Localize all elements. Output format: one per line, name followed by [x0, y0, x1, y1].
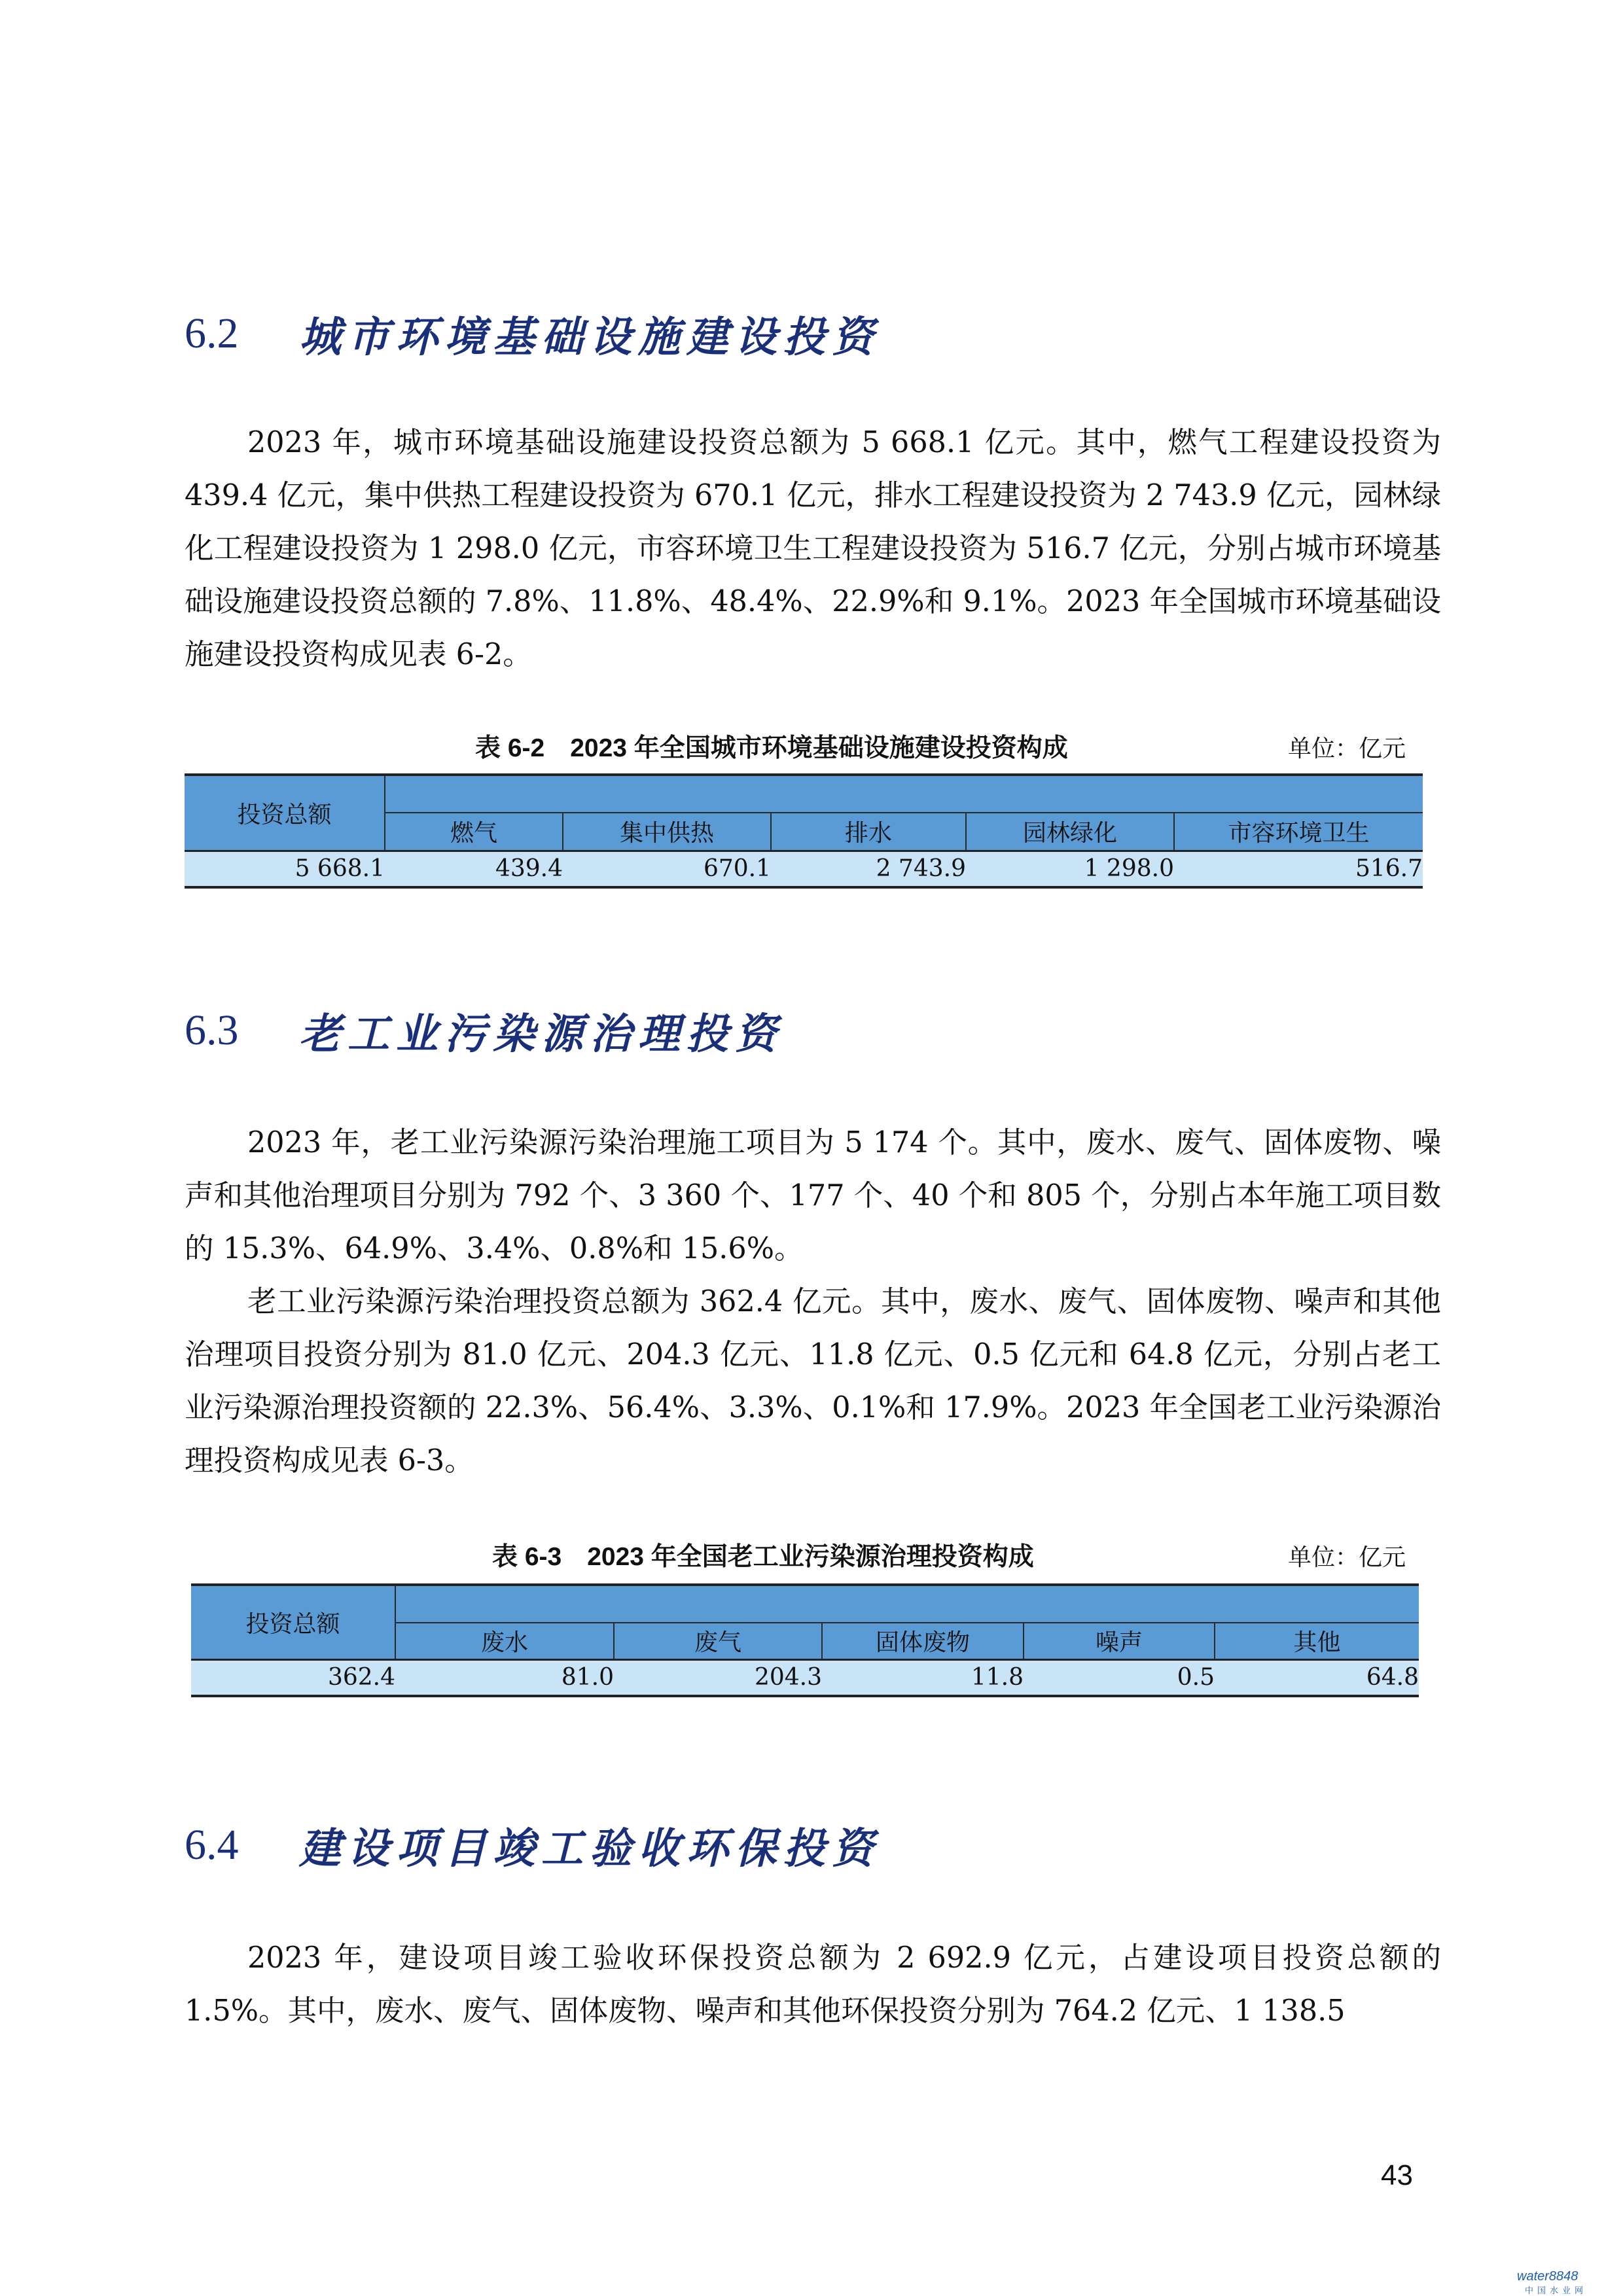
- watermark-logo: water8848: [1517, 2269, 1578, 2284]
- table-header-total: 投资总额: [185, 775, 385, 851]
- table-header: 排水: [771, 813, 966, 851]
- section-number: 6.2: [185, 309, 239, 357]
- table-header: 废水: [395, 1623, 614, 1659]
- table-header: 燃气: [385, 813, 563, 851]
- table-header-total: 投资总额: [191, 1585, 395, 1659]
- paragraph: 2023 年，建设项目竣工验收环保投资总额为 2 692.9 亿元，占建设项目投资总额的 1.5%。其中，废水、废气、固体废物、噪声和其他环保投资分别为 764.2 亿元、1 138.5: [185, 1941, 1441, 2028]
- watermark-subtitle: 中国水业网: [1525, 2286, 1588, 2295]
- section-title: 建设项目竣工验收环保投资: [299, 1824, 880, 1873]
- table-header: 固体废物: [822, 1623, 1024, 1659]
- paragraph: 2023 年，老工业污染源污染治理施工项目为 5 174 个。其中，废水、废气、固体废物、噪声和其他治理项目分别为 792 个、3 360 个、177 个、40 个和 805 个，分别占本年施工项目数的 15.3%、64.9%、3.4%、0.8%和 15.6%。: [185, 1126, 1441, 1265]
- table-cell: 516.7: [1174, 851, 1423, 887]
- table-header: 集中供热: [563, 813, 771, 851]
- section-heading-6-2: [185, 298, 880, 370]
- table-cell: 81.0: [395, 1659, 614, 1696]
- paragraph: 老工业污染源污染治理投资总额为 362.4 亿元。其中，废水、废气、固体废物、噪声和其他治理项目投资分别为 81.0 亿元、204.3 亿元、11.8 亿元、0.5 亿元和 64.8 亿元，分别占老工业污染源治理投资额的 22.3%、56.4%、3.3%、0.1%和 17.9%。2023 年全国老工业污染源治理投资构成见表 6-3。: [185, 1285, 1441, 1477]
- section-number: 6.3: [185, 1006, 239, 1054]
- table-header: 其他: [1215, 1623, 1419, 1659]
- section-number: 6.4: [185, 1821, 239, 1869]
- table-6-3: [191, 1583, 1419, 1697]
- table-header: 市容环境卫生: [1174, 813, 1423, 851]
- table-row: [185, 851, 1423, 887]
- table-cell: 64.8: [1215, 1659, 1419, 1696]
- table-caption: 表 6-3 2023 年全国老工业污染源治理投资构成: [492, 1543, 1034, 1571]
- section-heading-6-3: [185, 995, 783, 1067]
- table-cell: 0.5: [1024, 1659, 1215, 1696]
- table-cell: 204.3: [614, 1659, 822, 1696]
- table-header: 园林绿化: [966, 813, 1174, 851]
- table-cell: 439.4: [385, 851, 563, 887]
- paragraph: 2023 年，城市环境基础设施建设投资总额为 5 668.1 亿元。其中，燃气工程建设投资为 439.4 亿元，集中供热工程建设投资为 670.1 亿元，排水工程建设投资为 2 743.9 亿元，园林绿化工程建设投资为 1 298.0 亿元，市容环境卫生工程建设投资为 516.7 亿元，分别占城市环境基础设施建设投资总额的 7.8%、11.8%、48.4%、22.9%和 9.1%。2023 年全国城市环境基础设施建设投资构成见表 6-2。: [185, 426, 1441, 671]
- section-heading-6-4: [185, 1809, 880, 1881]
- table-unit: 单位：亿元: [1288, 1544, 1406, 1571]
- table-cell: 670.1: [563, 851, 771, 887]
- section-title: 老工业污染源治理投资: [299, 1010, 783, 1059]
- table-header: 废气: [614, 1623, 822, 1659]
- table-header: 噪声: [1024, 1623, 1215, 1659]
- section-title: 城市环境基础设施建设投资: [299, 313, 880, 362]
- table-6-2: [185, 773, 1423, 889]
- table-unit: 单位：亿元: [1288, 735, 1406, 762]
- table-cell-total: 5 668.1: [185, 851, 385, 887]
- table-cell: 11.8: [822, 1659, 1024, 1696]
- table-caption: 表 6-2 2023 年全国城市环境基础设施建设投资构成: [475, 734, 1068, 762]
- table-cell: 2 743.9: [771, 851, 966, 887]
- table-cell: 1 298.0: [966, 851, 1174, 887]
- table-row: [191, 1659, 1419, 1696]
- table-cell-total: 362.4: [191, 1659, 395, 1696]
- page-number: 43: [1381, 2159, 1413, 2191]
